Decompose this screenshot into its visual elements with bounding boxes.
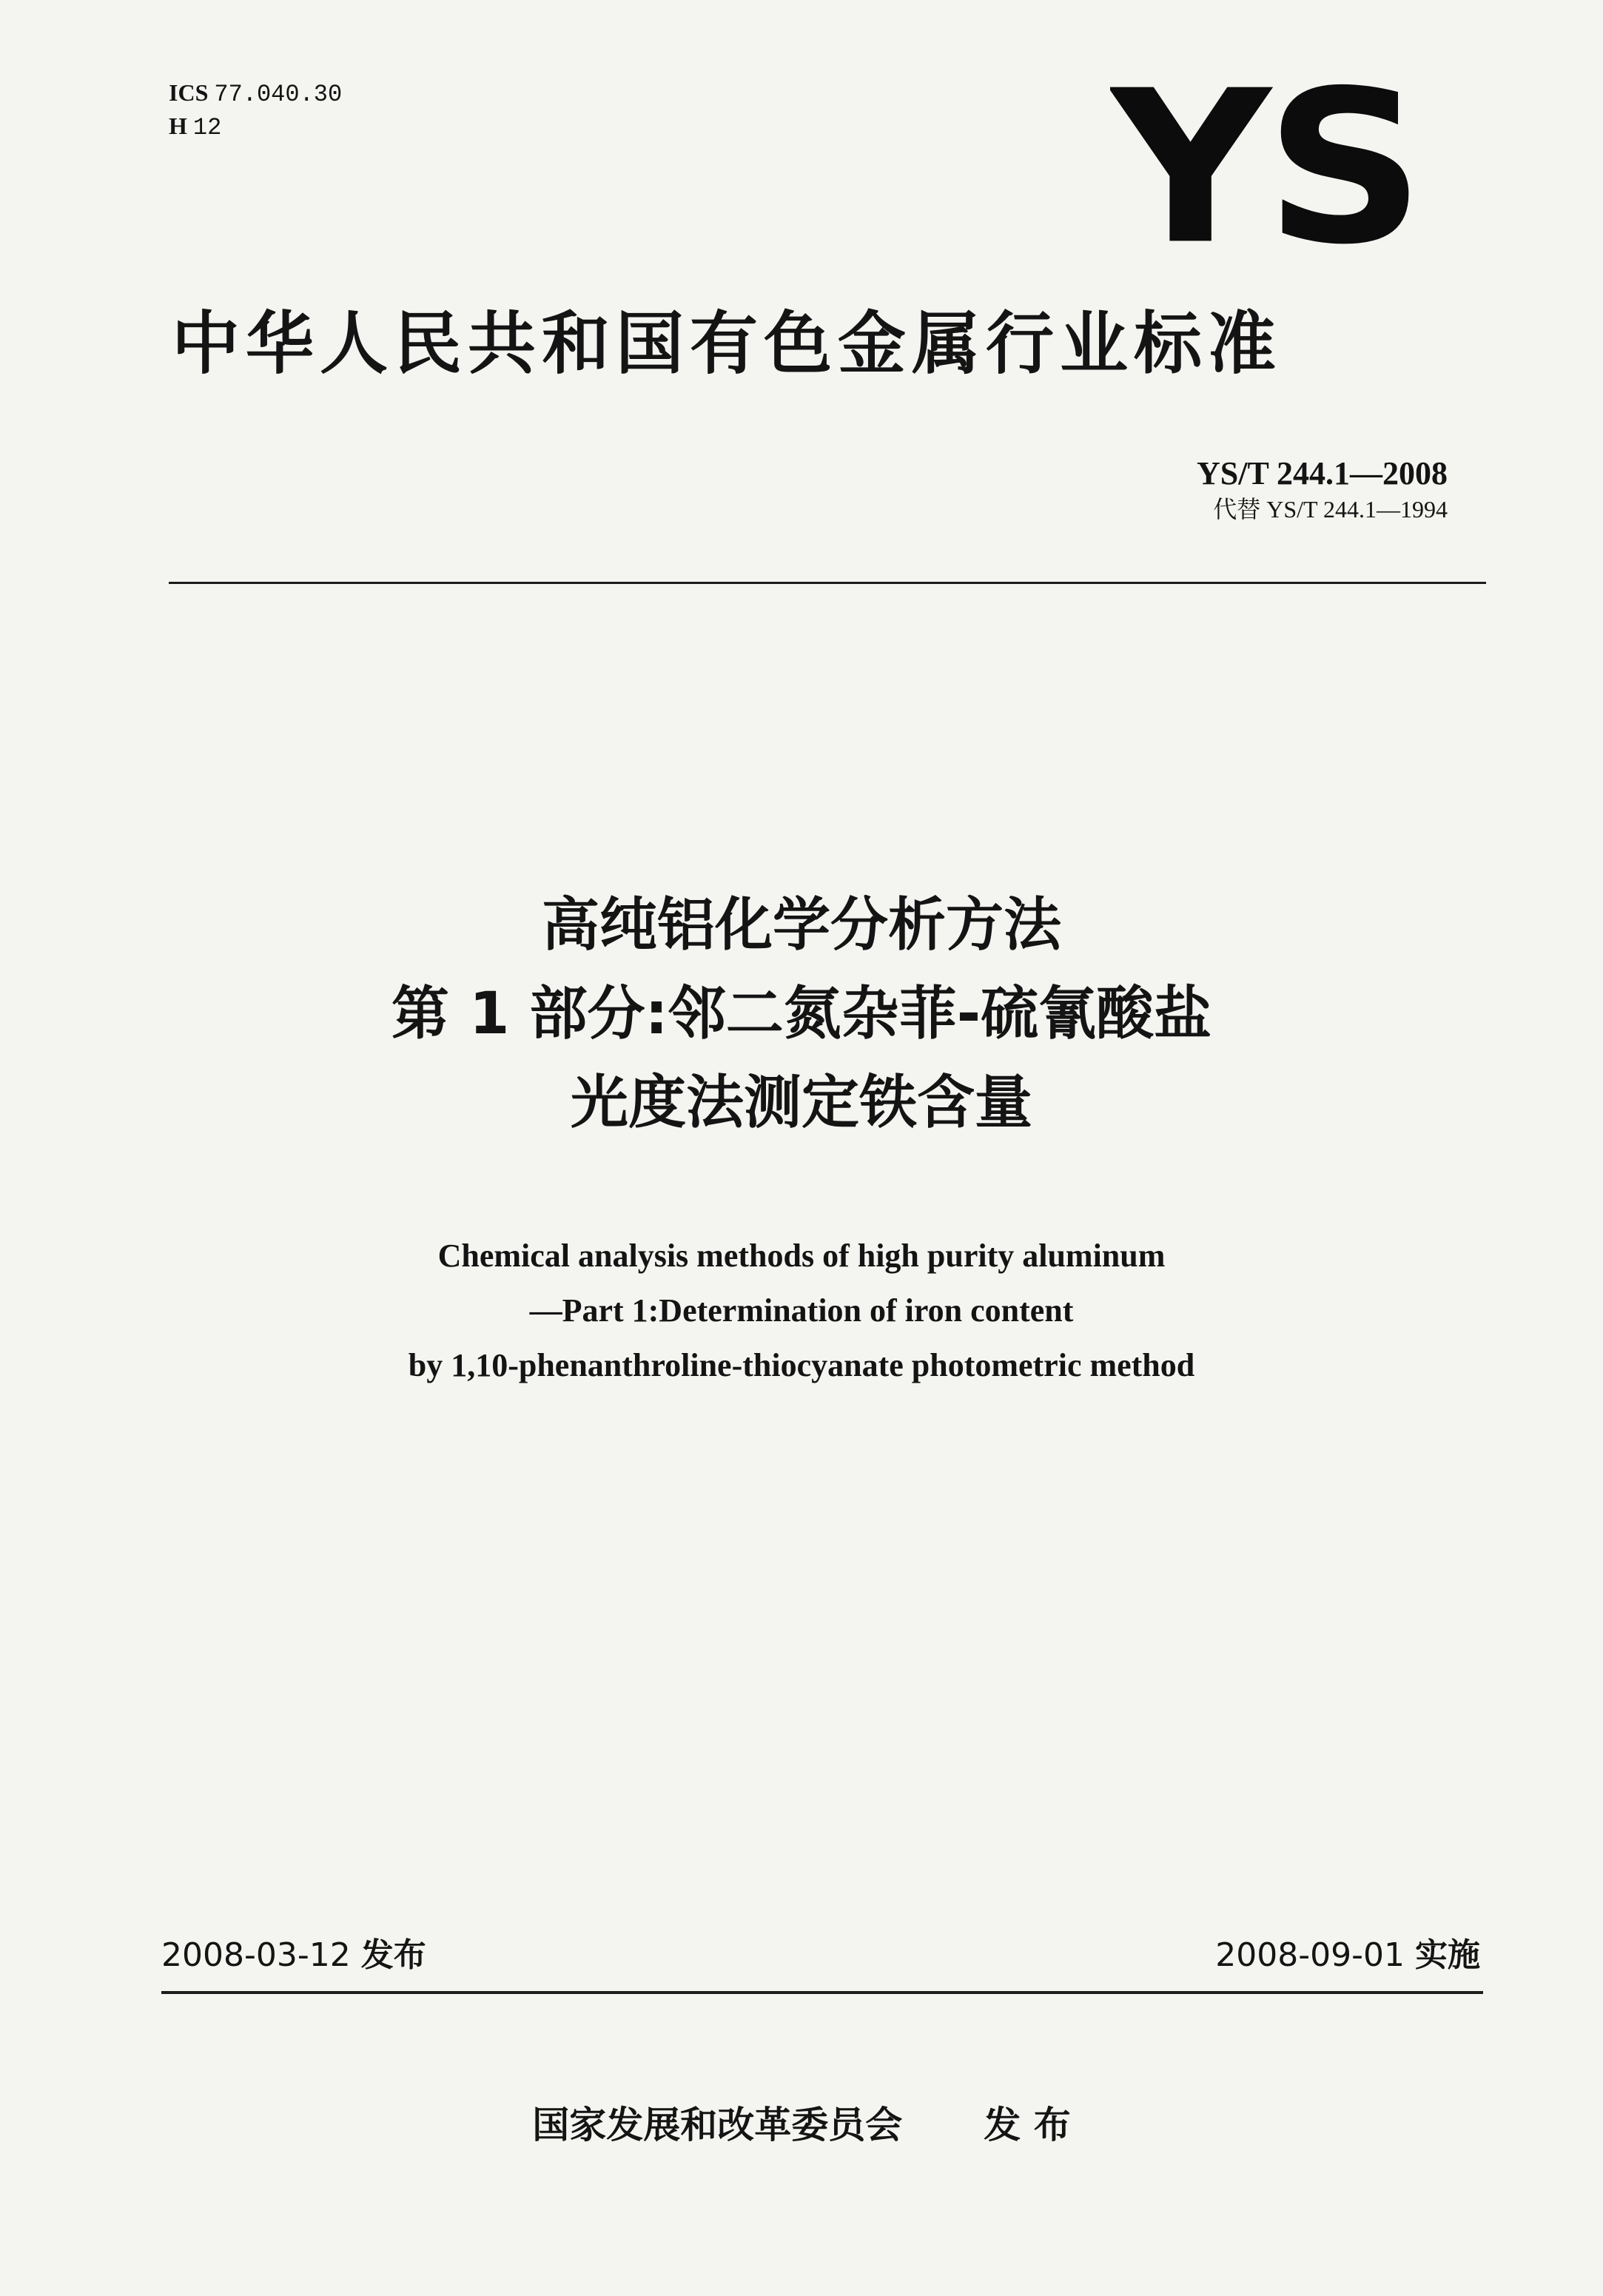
standard-code: YS/T 244.1—2008 xyxy=(1196,455,1448,491)
ics-line xyxy=(169,77,342,110)
english-title-line-1: Chemical analysis methods of high purity aluminum xyxy=(437,1238,1166,1274)
issue-date: 2008-03-12 xyxy=(161,1936,351,1974)
english-title-line-2: —Part 1:Determination of iron content xyxy=(529,1292,1074,1329)
issuer-name: 国家发展和改革委员会 xyxy=(532,2104,903,2146)
issue-date-block xyxy=(161,1933,426,1978)
class-line xyxy=(169,110,342,144)
class-code: 12 xyxy=(192,114,222,141)
chinese-title-line-3: 光度法测定铁含量 xyxy=(570,1070,1032,1136)
chinese-title-line-1: 高纯铝化学分析方法 xyxy=(541,892,1061,959)
issuing-authority xyxy=(0,2099,1603,2151)
chinese-title xyxy=(0,881,1603,1147)
implementation-label: 实施 xyxy=(1415,1936,1480,1974)
ys-logo: YS xyxy=(1110,77,1419,260)
issuer-label: 发 布 xyxy=(984,2104,1071,2146)
implementation-date: 2008-09-01 xyxy=(1215,1936,1405,1974)
implementation-date-block xyxy=(1215,1933,1480,1978)
classification-codes xyxy=(169,77,342,144)
replaces-standard: 代替 YS/T 244.1—1994 xyxy=(1213,496,1448,523)
top-divider xyxy=(169,582,1486,584)
ics-code: 77.040.30 xyxy=(214,81,343,108)
bottom-divider xyxy=(161,1991,1483,1994)
english-title-line-3: by 1,10-phenanthroline-thiocyanate photometric method xyxy=(408,1347,1195,1383)
chinese-title-line-2: 第 1 部分:邻二氮杂菲-硫氰酸盐 xyxy=(391,981,1212,1047)
issue-label: 发布 xyxy=(360,1936,426,1974)
ics-label: ICS xyxy=(169,79,209,106)
standard-number-block xyxy=(1197,453,1448,524)
standard-type-title: 中华人民共和国有色金属行业标准 xyxy=(172,304,1283,383)
english-title xyxy=(0,1229,1603,1393)
class-label: H xyxy=(169,113,187,139)
